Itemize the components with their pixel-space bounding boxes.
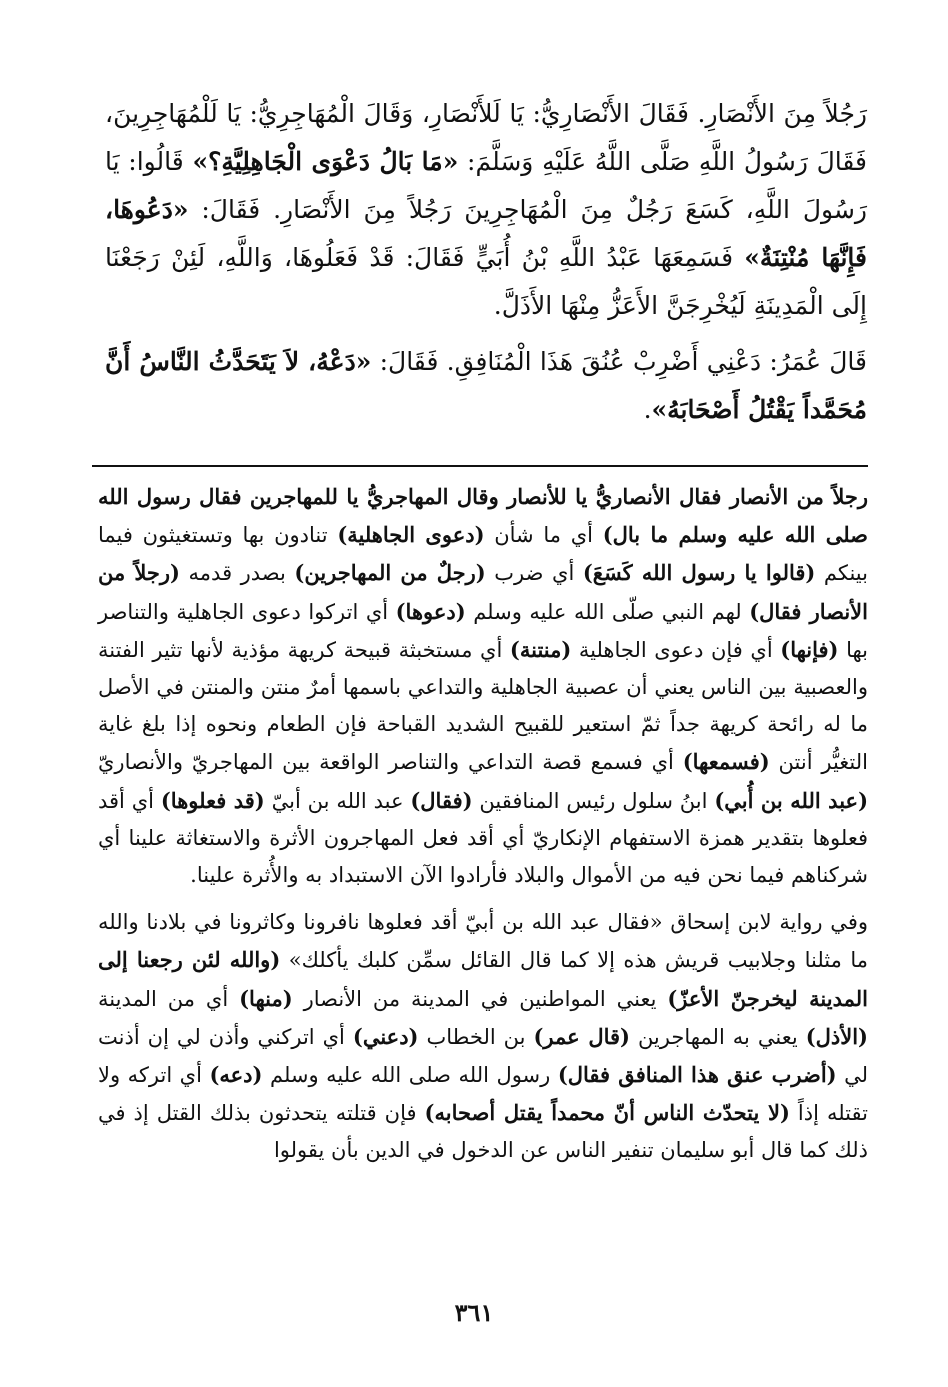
hadith-paragraph-1 [105, 90, 867, 330]
text-run: أي من المدينة [98, 986, 240, 1011]
text-run: رسول الله صلى الله عليه وسلم [262, 1063, 558, 1088]
quoted-term: (منتنة) [509, 636, 572, 662]
quoted-term: (قد فعلوها) [160, 787, 265, 813]
quoted-term: (دعوها) [395, 598, 466, 624]
quoted-term: (دعوى الجاهلية) [337, 522, 485, 548]
text-run: وفي رواية لابن إسحاق «فقال عبد الله بن أبيّ أقد فعلوها نافرونا وكاثرونا في بلادنا والله ما مثلنا وجلابيب قريش هذه إلا كما قال القائل سمِّن كلبك يأكلك» [98, 910, 868, 973]
quoted-term: (دعني) [352, 1023, 419, 1049]
quoted-term: (قال عمر) [533, 1023, 630, 1049]
text-run: أي اتركه ولا تقتله إذاً [98, 1063, 868, 1126]
prophet-quote: «دَعُوهَا، فَإِنَّهَا مُنْتِنَةٌ» [105, 195, 868, 272]
text-run: يعني المواطنين في المدينة من الأنصار [292, 986, 668, 1011]
text-run: تنادون بها وتستغيثون فيما بينكم [98, 523, 868, 586]
text-run: أي اتركني وأذن لي إن أذنت لي [98, 1024, 869, 1088]
text-run: أي فسمع قصة التداعي والتناصر الواقعة بين المهاجريّ والأنصاريّ [98, 750, 683, 775]
quoted-term: (فسمعها) [682, 749, 770, 775]
quoted-term: (عبد الله بن أُبي) [714, 787, 869, 813]
text-run: أي ضرب [485, 561, 583, 586]
hadith-paragraph-2 [105, 338, 867, 434]
text-run: فإن قتلته يتحدثون بذلك القتل إذ في ذلك كما قال أبو سليمان تنفير الناس عن الدخول في الدين بأن يقولوا [98, 1101, 868, 1163]
quoted-term: (فإنها) [780, 636, 839, 662]
text-run: عبد الله بن أبيّ [264, 788, 411, 813]
commentary-text [98, 478, 868, 1170]
prophet-quote: «مَا بَالُ دَعْوَى الْجَاهِلِيَّةِ؟» [192, 147, 459, 176]
quoted-term: (دعه) [209, 1062, 263, 1088]
quoted-term: (والله لئن رجعنا إلى المدينة ليخرجنّ الأعزّ) [98, 947, 869, 1011]
text-run: رَجُلاً مِنَ الأَنْصَارِ. فَقَالَ الأَنْصَارِيُّ: يَا لَلأَنْصَارِ، وَقَالَ الْمُهَاجِرِيُّ: يَا لَلْمُهَاجِرِينَ، فَقَالَ رَسُولُ اللَّهِ صَلَّى اللَّهُ عَلَيْهِ وَسَلَّمَ: [105, 99, 867, 176]
text-run: بن الخطاب [418, 1024, 534, 1049]
prophet-quote: «دَعْهُ، لاَ يَتَحَدَّثُ النَّاسُ أَنَّ مُحَمَّداً يَقْتُلُ أَصْحَابَهُ» [105, 347, 867, 424]
text-run: قَالَ عُمَرُ: دَعْنِي أَضْرِبْ عُنُقَ هَذَا الْمُنَافِقِ. فَقَالَ: [371, 347, 867, 376]
quoted-term: (منها) [239, 985, 293, 1011]
text-run: . [643, 395, 652, 424]
quoted-term: (فقال) [410, 787, 473, 813]
text-run: أي مستخبثة قبيحة كريهة مؤذية لأنها تثير الفتنة والعصبية بين الناس يعني أن عصبية الجاهلية والتداعي باسمها أمرٌ منتن والمنتن في الأصل ما له رائحة كريهة جداً ثمّ استعير للقبيح الشديد القباحة فإن الطعام ونحوه إذا بلغ غاية التغيُّر أنتن [98, 637, 868, 775]
text-run: قَالُوا: يَا رَسُولَ اللَّهِ، كَسَعَ رَجُلٌ مِنَ الْمُهَاجِرِينَ رَجُلاً مِنَ الأَنْصَارِ. فَقَالَ: [105, 147, 867, 224]
commentary-paragraph-1 [98, 478, 868, 894]
commentary-paragraph-2 [98, 904, 868, 1169]
quoted-term: رجلاً من الأنصار فقال الأنصاريُّ يا للأنصار وقال المهاجريُّ يا للمهاجرين فقال رسول الله صلى الله عليه وسلم ما بال) [98, 484, 868, 548]
quoted-term: (رجلاً من الأنصار فقال) [98, 560, 868, 624]
hadith-text [105, 90, 867, 434]
section-divider [92, 465, 868, 467]
quoted-term: (أضرب عنق هذا المنافق فقال) [557, 1062, 837, 1088]
text-run: بصدر قدمه [180, 561, 295, 586]
quoted-term: (رجلٌ من المهاجرين) [294, 560, 486, 586]
text-run: أي ما شأن [484, 523, 603, 548]
text-run: لهم النبي صلّى الله عليه وسلم [465, 599, 750, 624]
text-run: يعني به المهاجرين [629, 1024, 806, 1049]
text-run: أي فإن دعوى الجاهلية [571, 637, 781, 662]
quoted-term: (لا يتحدّث الناس أنّ محمداً يقتل أصحابه) [424, 1100, 790, 1126]
text-run: أي أقد فعلوها بتقدير همزة الاستفهام الإنكاريّ أي أقد فعل المهاجرون الأثرة والاستغاثة علينا أي شركناهم فيما نحن فيه من الأموال والبلاد فأرادوا الآن الاستبداد به والأُثرة علينا. [98, 788, 868, 888]
quoted-term: (الأذل) [805, 1023, 868, 1049]
text-run: أي اتركوا دعوى الجاهلية والتناصر بها [98, 599, 868, 662]
page-number: ٣٦١ [454, 1298, 494, 1327]
quoted-term: (قالوا يا رسول الله كَسَعَ) [582, 560, 816, 586]
text-run: فَسَمِعَهَا عَبْدُ اللَّهِ بْنُ أُبَيٍّ فَقَالَ: قَدْ فَعَلُوهَا، وَاللَّهِ، لَئِنْ رَجَعْنَا إِلَى الْمَدِينَةِ لَيُخْرِجَنَّ الأَعَزُّ مِنْهَا الأَذَلَّ. [105, 243, 867, 320]
text-run: ابنُ سلول رئيس المنافقين [472, 788, 715, 813]
